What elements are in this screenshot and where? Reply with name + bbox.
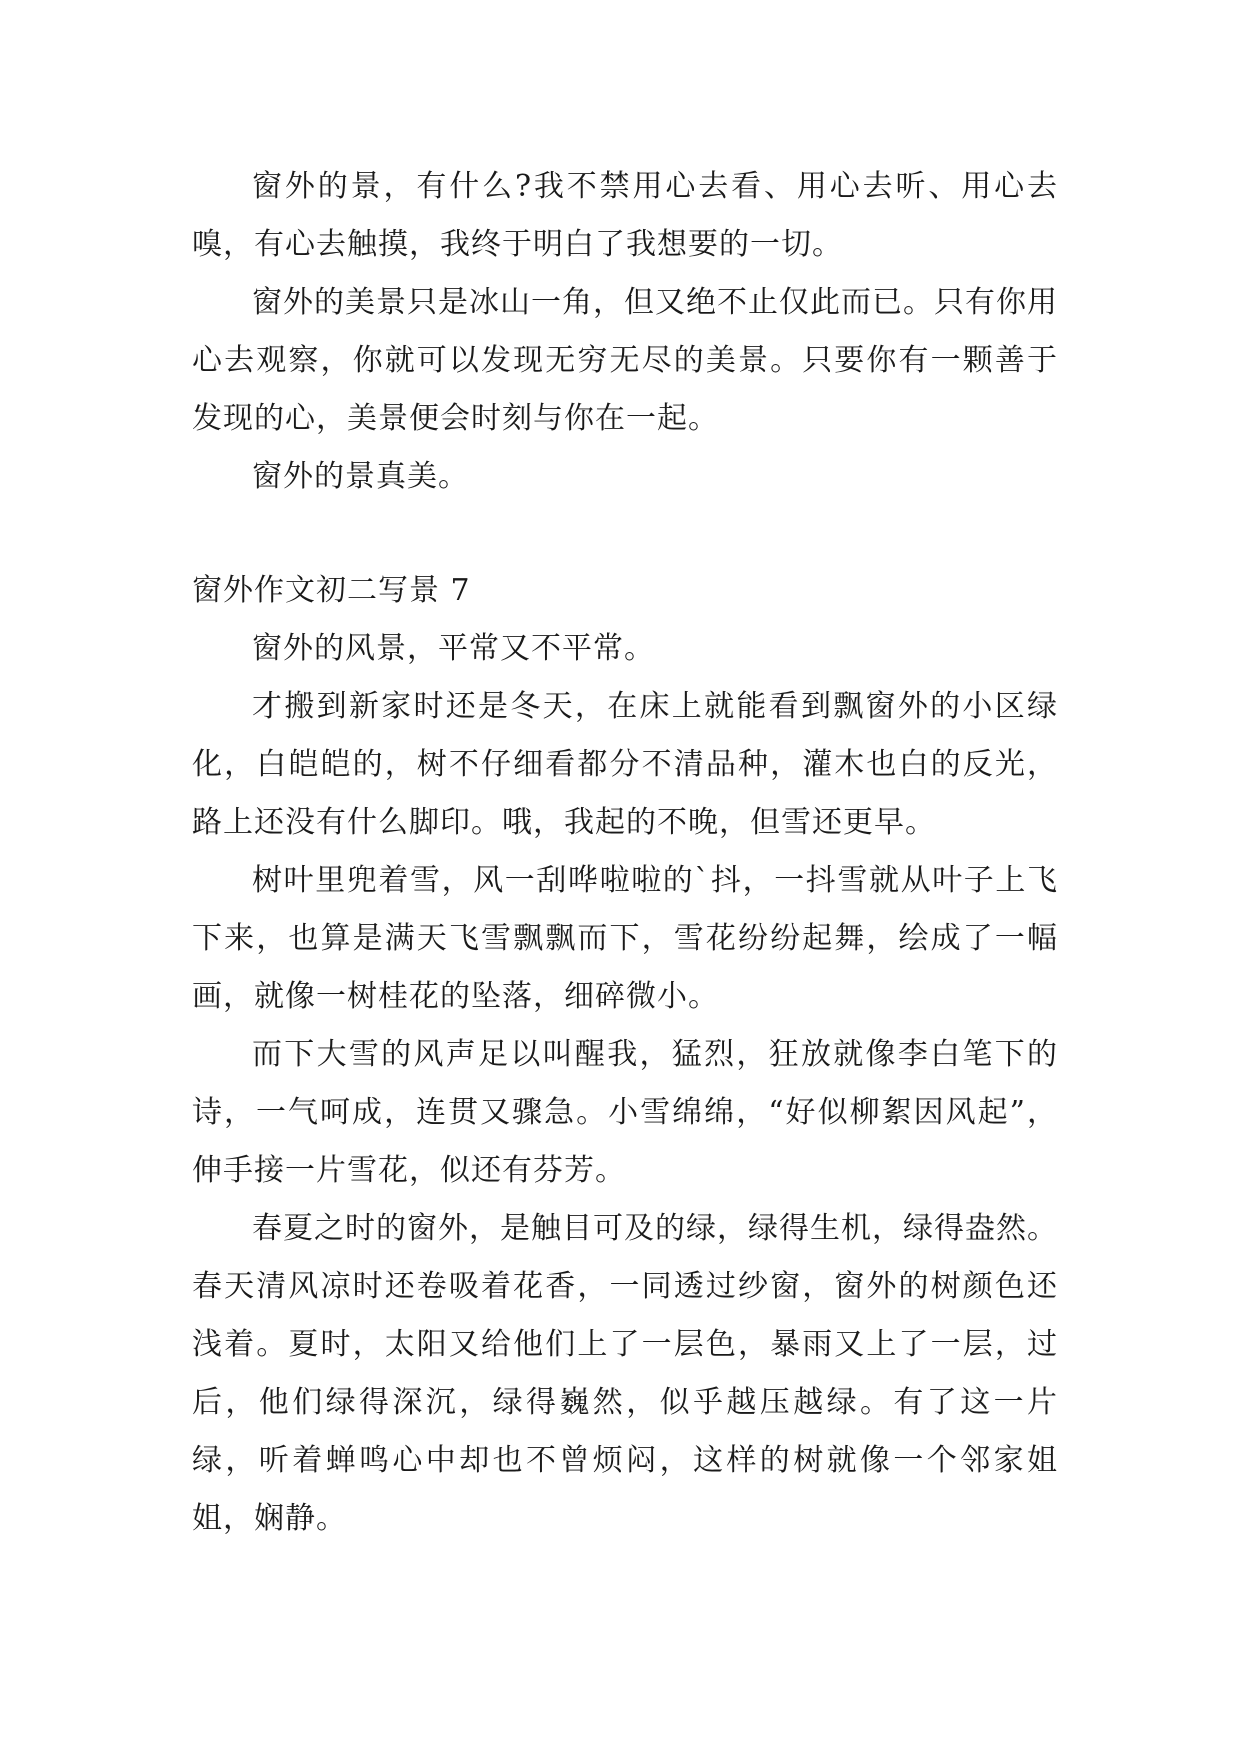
paragraph: 窗外的美景只是冰山一角，但又绝不止仅此而已。只有你用心去观察，你就可以发现无穷无尽的美景。只要你有一颗善于发现的心，美景便会时刻与你在一起。 (192, 285, 1058, 436)
section-spacer (192, 506, 1058, 562)
paragraph: 窗外的景真美。 (252, 459, 469, 494)
section-title: 窗外作文初二写景 7 (192, 573, 471, 608)
document-page (192, 158, 1058, 1548)
paragraph: 而下大雪的风声足以叫醒我，猛烈，狂放就像李白笔下的诗，一气呵成，连贯又骤急。小雪绵绵，“好似柳絮因风起”，伸手接一片雪花，似还有芬芳。 (192, 1037, 1058, 1188)
paragraph: 才搬到新家时还是冬天，在床上就能看到飘窗外的小区绿化，白皑皑的，树不仔细看都分不清品种，灌木也白的反光，路上还没有什么脚印。哦，我起的不晚，但雪还更早。 (192, 689, 1058, 840)
paragraph: 树叶里兜着雪，风一刮哗啦啦的`抖，一抖雪就从叶子上飞下来，也算是满天飞雪飘飘而下，雪花纷纷起舞，绘成了一幅画，就像一树桂花的坠落，细碎微小。 (192, 863, 1058, 1014)
paragraph: 窗外的风景，平常又不平常。 (252, 631, 655, 666)
paragraph: 春夏之时的窗外，是触目可及的绿，绿得生机，绿得盎然。春天清风凉时还卷吸着花香，一同透过纱窗，窗外的树颜色还浅着。夏时，太阳又给他们上了一层色，暴雨又上了一层，过后，他们绿得深沉，绿得巍然，似乎越压越绿。有了这一片绿，听着蝉鸣心中却也不曾烦闷，这样的树就像一个邻家姐姐，娴静。 (192, 1211, 1058, 1536)
paragraph: 窗外的景，有什么?我不禁用心去看、用心去听、用心去嗅，有心去触摸，我终于明白了我想要的一切。 (192, 169, 1058, 262)
